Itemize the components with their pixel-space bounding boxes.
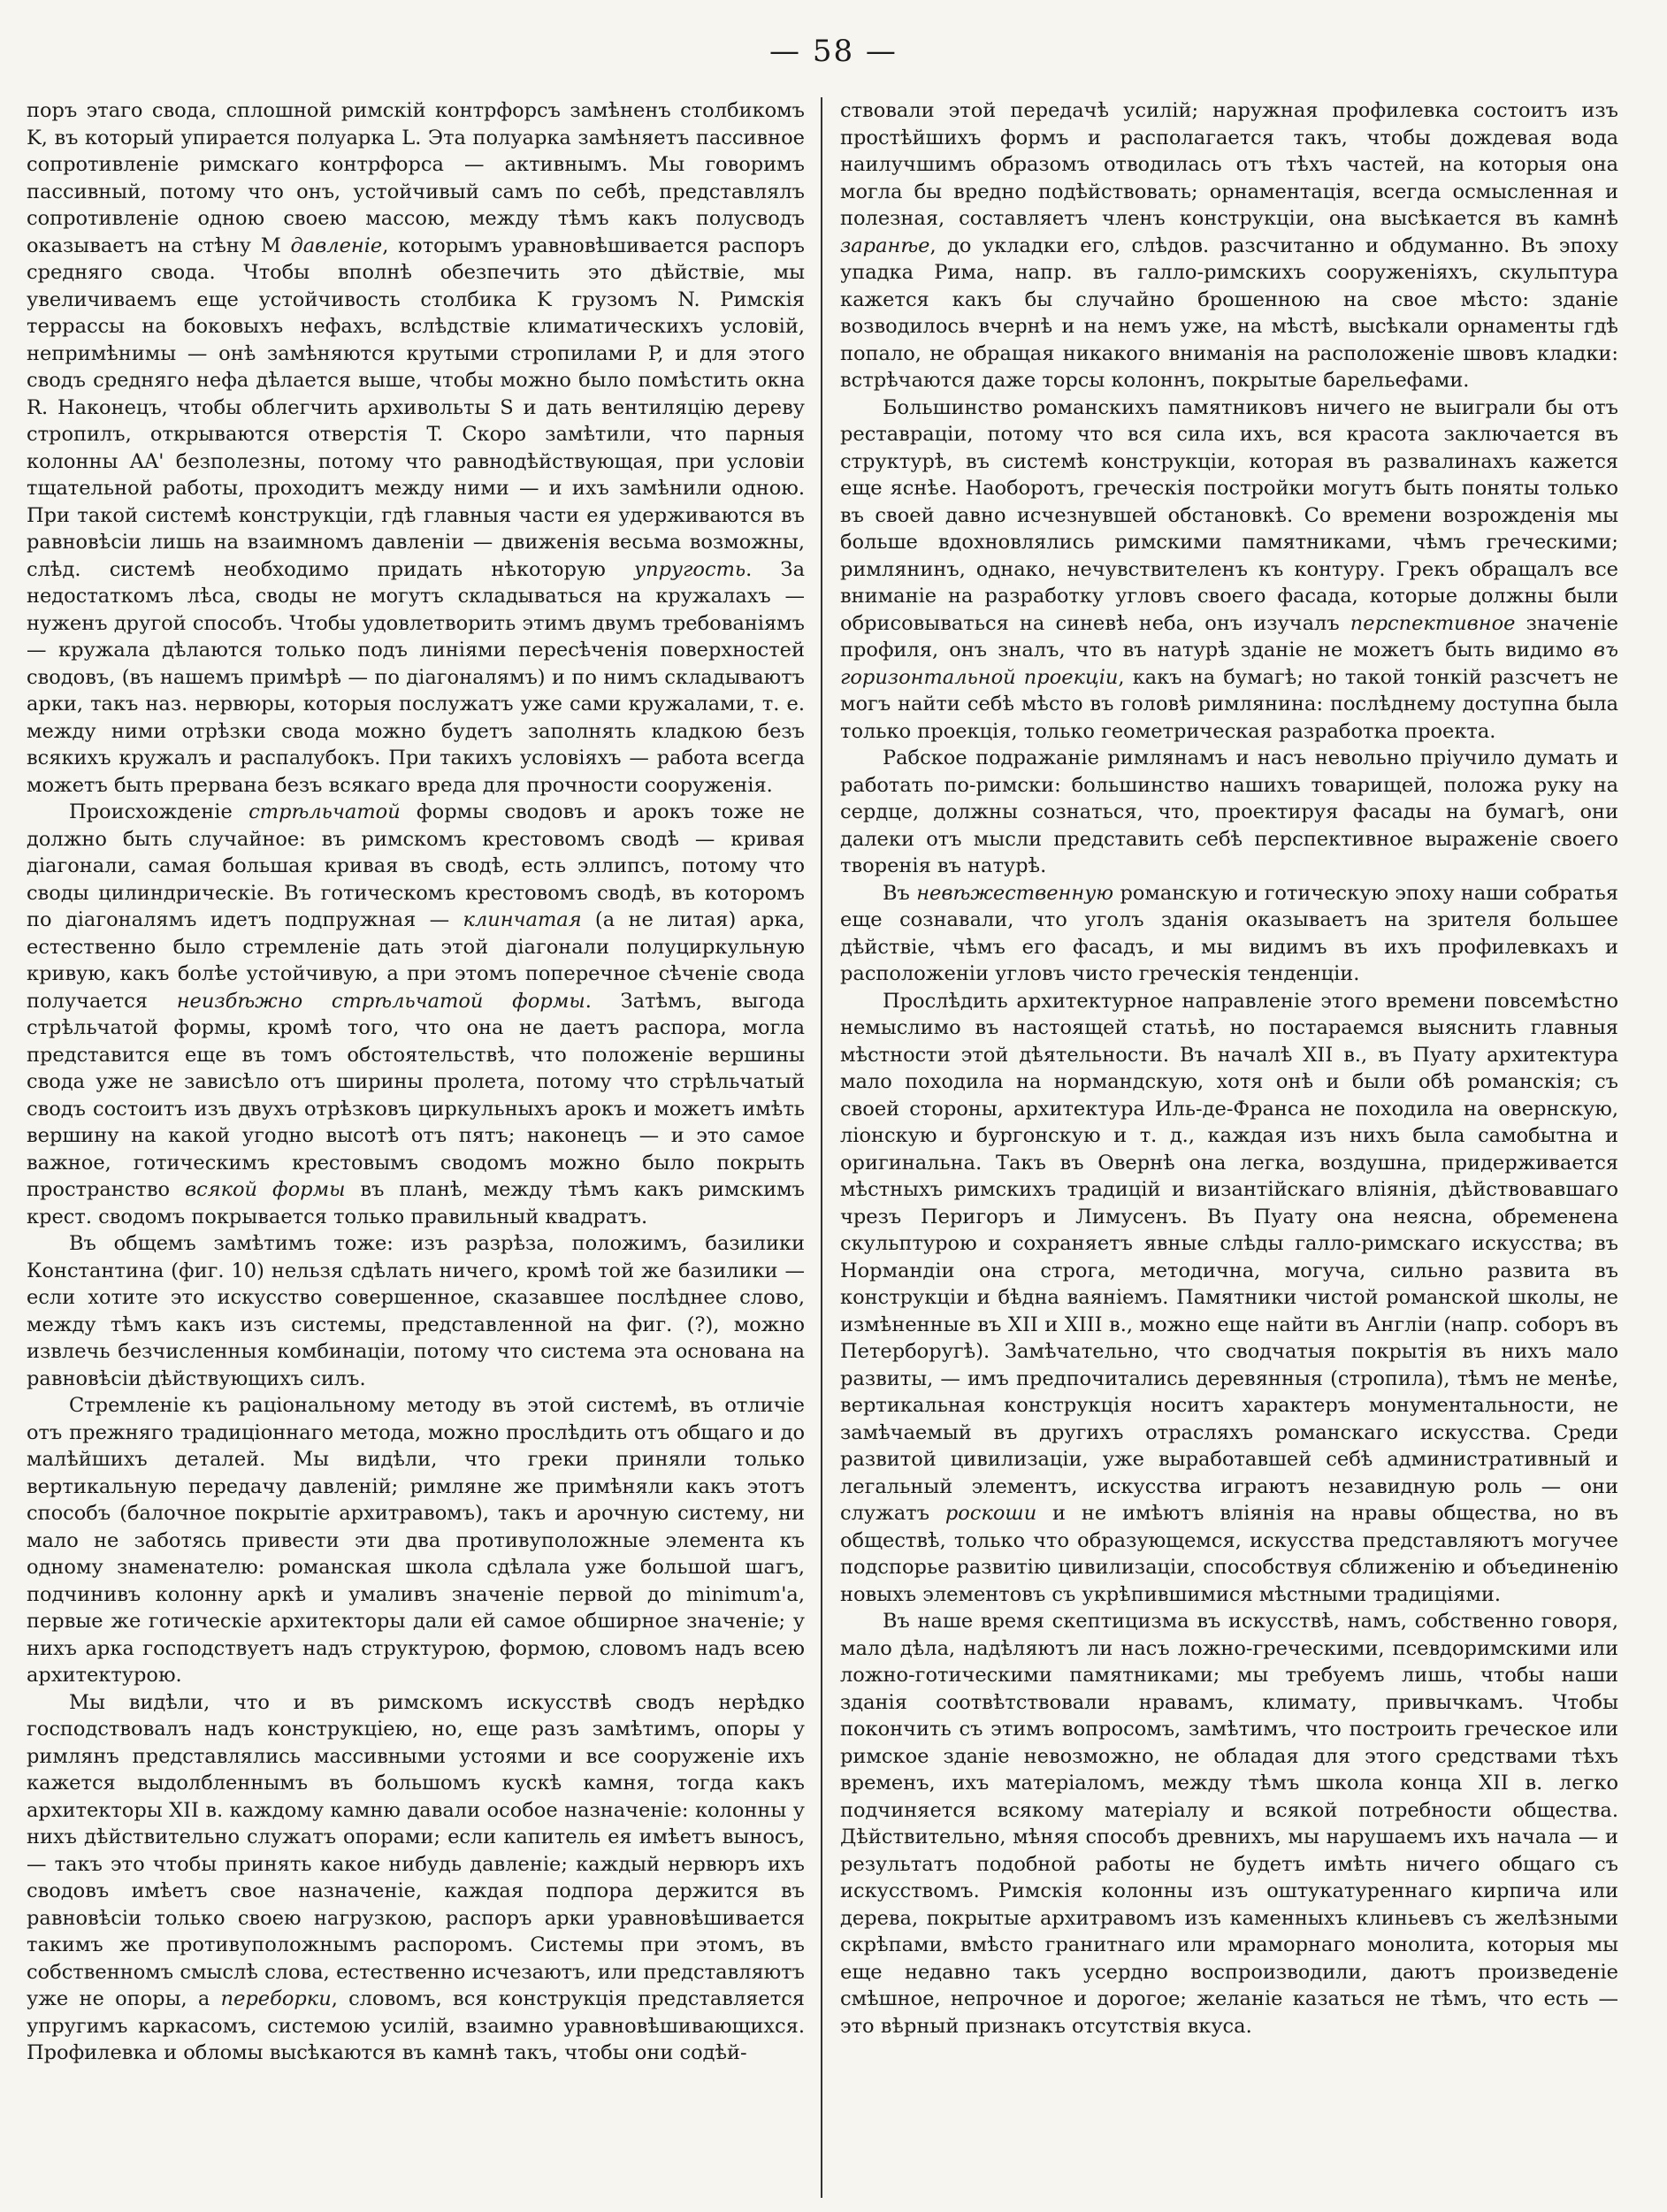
text-run: ствовали этой передачѣ усилій; наружная профилевка состоитъ изъ простѣйшихъ формъ и располагается такъ, чтобы дождевая вода наилучшимъ образомъ отводилась отъ тѣхъ частей, на которыя она могла бы вредно подѣйствовать; орнаментація, всегда осмысленная и полезная, составляетъ членъ конструкціи, она высѣкается въ камнѣ xyxy=(840,99,1618,230)
page-number: — 58 — xyxy=(769,34,898,69)
paragraph xyxy=(840,988,1618,1609)
text-run: , словомъ, вся конструкція представляется упругимъ каркасомъ, системою усилій, взаимно уравновѣшивающихся. Профилевка и обломы высѣкаются въ камнѣ такъ, чтобы они содѣй- xyxy=(27,1987,805,2064)
paragraph xyxy=(27,97,805,799)
text-run: поръ этаго свода, сплошной римскій контрфорсъ замѣненъ столбикомъ K, въ который упирается полуарка L. Эта полуарка замѣняетъ пассивное сопротивленіе римскаго контрфорса — активнымъ. Мы говоримъ пассивный, потому что онъ, устойчивый самъ по себѣ, представлялъ сопротивленіе одною своею массою, между тѣмъ какъ полусводъ оказываетъ на стѣну M xyxy=(27,99,805,257)
text-run: Происхожденіе xyxy=(69,800,249,823)
emphasized-text: стрѣльчатой xyxy=(249,800,401,823)
emphasized-text: неизбѣжно стрѣльчатой формы xyxy=(176,989,585,1013)
emphasized-text: переборки xyxy=(220,1987,332,2010)
left-column xyxy=(27,97,805,2202)
paragraph xyxy=(840,97,1618,394)
right-column xyxy=(840,97,1618,2202)
emphasized-text: невѣжественную xyxy=(916,881,1114,905)
text-run: въ планѣ, между тѣмъ какъ римскимъ крест. сводомъ покрывается только правильный квадратъ. xyxy=(27,1178,805,1228)
text-run: и не имѣютъ вліянія на нравы общества, но въ обществѣ, только что образующемся, искусства представляютъ могучее подспорье развитію цивилизаціи, способствуя сближенію и объединенію новыхъ элементовъ съ укрѣпившимися мѣстными традиціями. xyxy=(840,1502,1618,1606)
text-run: . За недостаткомъ лѣса, своды не могутъ складываться на кружалахъ — нуженъ другой способъ. Чтобы удовлетворить этимъ двумъ требованіямъ — кружала дѣлаются только подъ линіями пересѣченія поверхностей сводовъ, (въ нашемъ примѣрѣ — по діагоналямъ) и по нимъ складываютъ арки, такъ наз. нервюры, которыя послужатъ уже сами кружалами, т. е. между ними отрѣзки свода можно будетъ заполнять кладкою безъ всякихъ кружалъ и распалубокъ. При такихъ условіяхъ — работа всегда можетъ быть прервана безъ всякаго вреда для прочности сооруженія. xyxy=(27,557,805,797)
text-run: Рабское подражаніе римлянамъ и насъ невольно пріучило думать и работать по-римски: большинство нашихъ товарищей, положа руку на сердце, должны сознаться, что, проектируя фасады на бумагѣ, они далеки отъ мысли представить себѣ перспективное выраженіе своего творенія въ натурѣ. xyxy=(840,746,1618,877)
text-run: , которымъ уравновѣшивается распоръ средняго свода. Чтобы вполнѣ обезпечить это дѣйствіе, мы увеличиваемъ еще устойчивость столбика K грузомъ N. Римскія террассы на боковыхъ нефахъ, вслѣдствіе климатическихъ условій, непримѣнимы — онѣ замѣняются крутыми стропилами P, и для этого сводъ средняго нефа дѣлается выше, чтобы можно было помѣстить окна R. Наконецъ, чтобы облегчить архивольты S и дать вентиляцію дереву стропилъ, открываются отверстія T. Скоро замѣтили, что парныя колонны AA' безполезны, потому что равнодѣйствующая, при условіи тщательной работы, проходитъ между ними — и ихъ замѣнили одною. При такой системѣ конструкціи, гдѣ главныя части ея удерживаются въ равновѣсіи лишь на взаимномъ давленіи — движенія весьма возможны, слѣд. системѣ необходимо придать нѣкоторую xyxy=(27,233,805,581)
emphasized-text: перспективное xyxy=(1350,611,1516,635)
text-run: (а не литая) арка, естественно было стремленіе дать этой діагонали полуциркульную кривую, какъ болѣе устойчивую, а при этомъ поперечное сѣченіе свода получается xyxy=(27,908,805,1013)
text-run: , какъ на бумагѣ; но такой тонкій разсчетъ не могъ найти себѣ мѣсто въ головѣ римлянина: послѣднему доступна была только проекція, только геометрическая разработка проекта. xyxy=(840,665,1618,743)
text-run: Въ xyxy=(883,881,917,905)
text-run: , до укладки его, слѣдов. разсчитанно и обдуманно. Въ эпоху упадка Рима, напр. въ галло-римскихъ сооруженіяхъ, скульптура кажется какъ бы случайно брошенною на свое мѣсто: зданіе возводилось вчернѣ и на немъ уже, на мѣстѣ, высѣкали орнаменты гдѣ попало, не обращая никакого вниманія на расположеніе швовъ кладки: встрѣчаются даже торсы колоннъ, покрытые барельефами. xyxy=(840,233,1618,392)
text-run: Большинство романскихъ памятниковъ ничего не выиграли бы отъ реставраціи, потому что вся сила ихъ, вся красота заключается въ структурѣ, въ системѣ конструкціи, которая въ развалинахъ кажется еще яснѣе. Наоборотъ, греческія постройки могутъ быть поняты только въ своей давно исчезнувшей обстановкѣ. Со времени возрожденія мы больше вдохновлялись римскими памятниками, чѣмъ греческими; римлянинъ, однако, нечувствителенъ къ контуру. Грекъ обращалъ все вниманіе на разработку угловъ своего фасада, которые должны были обрисовываться на синевѣ неба, онъ изучалъ xyxy=(840,395,1618,635)
emphasized-text: клинчатая xyxy=(463,908,582,931)
paragraph xyxy=(840,394,1618,746)
text-run: Въ наше время скептицизма въ искусствѣ, намъ, собственно говоря, мало дѣла, надѣляютъ ли насъ ложно-греческими, псевдоримскими или ложно-готическими памятниками; мы требуемъ лишь, чтобы наши зданія соотвѣтствовали нравамъ, климату, привычкамъ. Чтобы покончить съ этимъ вопросомъ, замѣтимъ, что построить греческое или римское зданіе невозможно, не обладая для этого средствами тѣхъ временъ, ихъ матеріаломъ, между тѣмъ школа конца XII в. легко подчиняется всякому матеріалу и всякой потребности общества. Дѣйствительно, мѣняя способъ древнихъ, мы нарушаемъ ихъ начала — и результатъ подобной работы не будетъ имѣть ничего общаго съ искусствомъ. Римскія колонны изъ оштукатуреннаго кирпича или дерева, покрытые архитравомъ изъ каменныхъ клиньевъ съ желѣзными скрѣпами, вмѣсто гранитнаго или мраморнаго монолита, которыя мы еще недавно такъ усердно воспроизводили, даютъ произведеніе смѣшное, непрочное и дорогое; желаніе казаться не тѣмъ, что есть — это вѣрный признакъ отсутствія вкуса. xyxy=(840,1610,1618,2038)
text-run: значеніе профиля, онъ зналъ, что въ натурѣ зданіе не можетъ быть видимо xyxy=(840,611,1618,662)
column-divider xyxy=(821,97,822,2198)
text-run: Стремленіе къ раціональному методу въ этой системѣ, въ отличіе отъ прежняго традиціоннаго метода, можно прослѣдить отъ общаго и до малѣйшихъ деталей. Мы видѣли, что греки приняли только вертикальную передачу давленій; римляне же примѣняли какъ этотъ способъ (балочное покрытіе архитравомъ), такъ и арочную систему, ни мало не заботясь привести эти два противуположные элемента къ одному знаменателю: романская школа сдѣлала уже большой шагъ, подчинивъ колонну аркѣ и умаливъ значеніе первой до minimum'а, первые же готическіе архитекторы дали ей самое обширное значеніе; у нихъ арка господствуетъ надъ структурою, формою, словомъ надъ всею архитектурою. xyxy=(27,1394,805,1687)
emphasized-text: давленіе xyxy=(290,233,383,257)
text-run: формы сводовъ и арокъ тоже не должно быть случайное: въ римскомъ крестовомъ сводѣ — кривая діагонали, самая большая кривая въ сводѣ, есть эллипсъ, потому что своды цилиндрическіе. Въ готическомъ крестовомъ сводѣ, въ которомъ по діагоналямъ идетъ подпружная — xyxy=(27,800,805,931)
text-run: романскую и готическую эпоху наши собратья еще сознавали, что уголъ зданія оказываетъ на зрителя большее дѣйствіе, чѣмъ его фасадъ, и мы видимъ въ ихъ профилевкахъ и расположеніи угловъ чисто греческія тенденціи. xyxy=(840,881,1618,985)
text-run: . Затѣмъ, выгода стрѣльчатой формы, кромѣ того, что она не даетъ распора, могла представится еще въ томъ обстоятельствѣ, что положеніе вершины свода уже не зависѣло отъ ширины пролета, потому что стрѣльчатый сводъ состоитъ изъ двухъ отрѣзковъ циркульныхъ арокъ и можетъ имѣть вершину на какой угодно высотѣ отъ пятъ; наконецъ — и это самое важное, готическимъ крестовымъ сводомъ можно было покрыть пространство xyxy=(27,989,805,1201)
emphasized-text: упругость xyxy=(634,557,746,581)
emphasized-text: въ горизонтальной проекціи xyxy=(840,639,1618,689)
paragraph xyxy=(27,1230,805,1392)
text-run: Мы видѣли, что и въ римскомъ искусствѣ сводъ нерѣдко господствовалъ надъ конструкціею, но, еще разъ замѣтимъ, опоры у римлянъ представлялись массивными устоями и все сооруженіе ихъ кажется выдолбленнымъ въ большомъ кускѣ камня, тогда какъ архитекторы XII в. каждому камню давали особое назначеніе: колонны у нихъ дѣйствительно служатъ опорами; если капитель ея имѣетъ выносъ, — такъ это чтобы принять какое нибудь давленіе; каждый нервюръ ихъ сводовъ имѣетъ свое назначеніе, каждая подпора держится въ равновѣсіи только своею нагрузкою, распоръ арки уравновѣшивается такимъ же противуположнымъ распоромъ. Системы при этомъ, въ собственномъ смыслѣ слова, естественно исчезаютъ, или представляютъ уже не опоры, а xyxy=(27,1690,805,2010)
emphasized-text: роскоши xyxy=(944,1502,1037,1525)
paragraph xyxy=(840,745,1618,880)
text-run: Прослѣдить архитектурное направленіе этого времени повсемѣстно немыслимо въ настоящей статьѣ, но постараемся выяснить главныя мѣстности этой дѣятельности. Въ началѣ XII в., въ Пуату архитектура мало походила на нормандскую, хотя онѣ и были обѣ романскія; съ своей стороны, архитектура Иль-де-Франса не походила на овернскую, ліонскую и бургонскую и т. д., каждая изъ нихъ была самобытна и оригинальна. Такъ въ Овернѣ она легка, воздушна, придерживается мѣстныхъ римскихъ традицій и византійскаго вліянія, дѣйствовавшаго чрезъ Перигоръ и Лимусенъ. Въ Пуату она неясна, обременена скульптурою и сохраняетъ явные слѣды галло-римскаго искусства; въ Нормандіи она строга, методична, могуча, сильно развита въ конструкціи и бѣдна ваяніемъ. Памятники чистой романской школы, не измѣненные въ XII и XIII в., можно еще найти въ Англіи (напр. соборъ въ Петерборугѣ). Замѣчательно, что сводчатыя покрытія въ нихъ мало развиты, — имъ предпочитались деревянныя (стропила), тѣмъ не менѣе, вертикальная конструкція носитъ характеръ монументальности, не замѣчаемый въ другихъ отрасляхъ романскаго искусства. Среди развитой цивилизаціи, уже выработавшей себѣ административный и легальный элементъ, искусства играютъ незавидную роль — они служатъ xyxy=(840,989,1618,1525)
text-run: Въ общемъ замѣтимъ тоже: изъ разрѣза, положимъ, базилики Константина (фиг. 10) нельзя сдѣлать ничего, кромѣ той же базилики — если хотите это искусство совершенное, сказавшее послѣднее слово, между тѣмъ какъ изъ системы, представленной на фиг. (?), можно извлечь безчисленныя комбинаціи, потому что система эта основана на равновѣсіи дѣйствующихъ силъ. xyxy=(27,1232,805,1390)
paragraph xyxy=(840,880,1618,988)
paragraph xyxy=(27,1689,805,2067)
paragraph xyxy=(27,799,805,1230)
paragraph xyxy=(27,1392,805,1689)
emphasized-text: всякой формы xyxy=(184,1178,346,1201)
emphasized-text: заранѣе xyxy=(840,233,930,257)
paragraph xyxy=(840,1608,1618,2040)
